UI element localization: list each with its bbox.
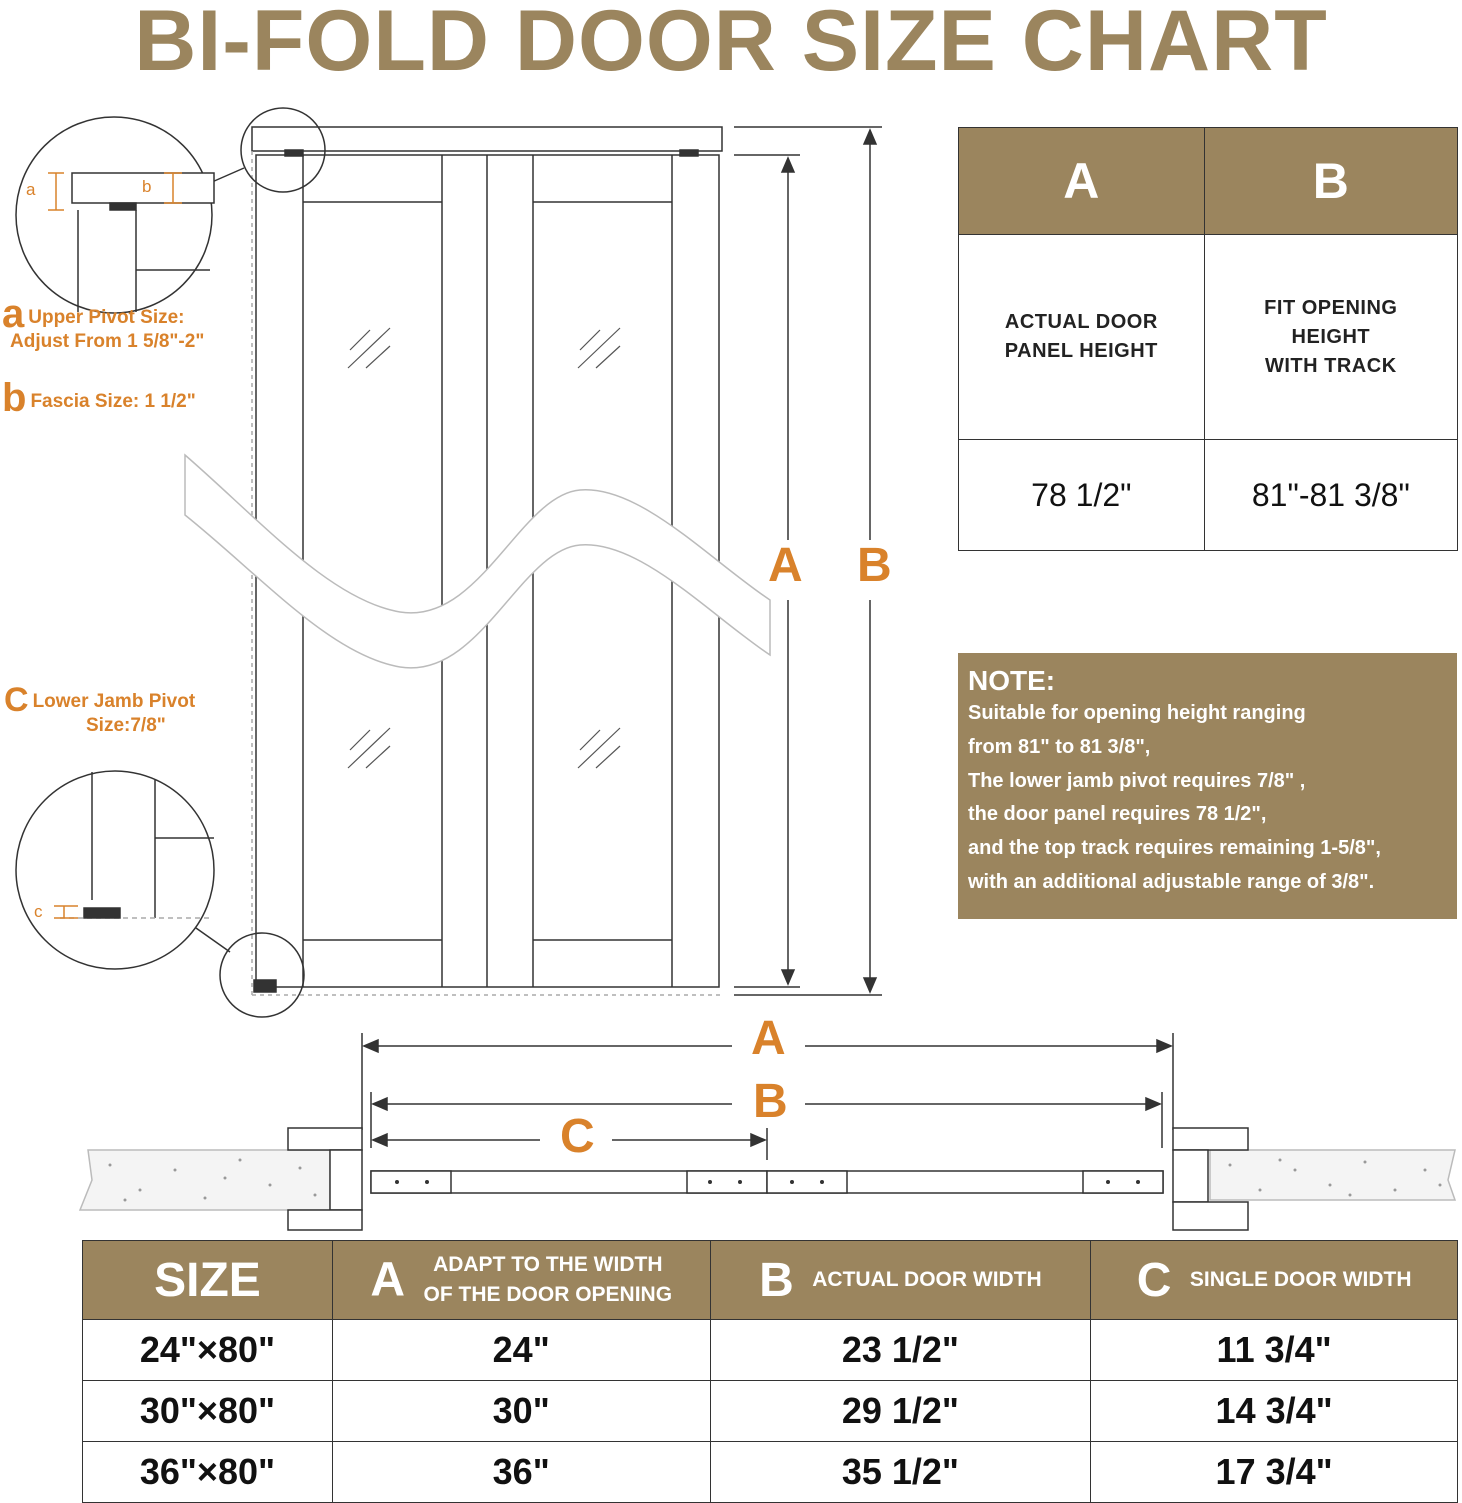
size-header-c-letter: C — [1136, 1253, 1172, 1307]
dim-label-b-width: B — [753, 1075, 788, 1128]
height-header-b: B — [1204, 128, 1457, 235]
height-table — [958, 127, 1458, 551]
upper-pivot-text: Upper Pivot Size: — [28, 307, 185, 328]
break-wave — [185, 455, 770, 668]
width-a-cell: 24" — [332, 1320, 710, 1381]
size-header-b-letter: B — [759, 1253, 794, 1307]
dim-label-b-height: B — [857, 539, 892, 592]
size-header-b — [710, 1241, 1091, 1320]
size-header-c — [1091, 1241, 1458, 1320]
upper-pivot-letter: a — [2, 292, 25, 336]
lower-jamb-letter: C — [4, 681, 29, 719]
width-c-cell: 17 3/4" — [1091, 1442, 1458, 1503]
table-row — [83, 1442, 1458, 1503]
size-header-a-text — [424, 1250, 673, 1310]
lower-jamb-note — [4, 681, 196, 738]
note-line: The lower jamb pivot requires 7/8" , — [968, 769, 1306, 792]
size-cell: 36"×80" — [83, 1442, 333, 1503]
height-desc-b-line: FIT OPENING — [1264, 296, 1398, 319]
size-header-size-label: SIZE — [154, 1253, 261, 1307]
lower-jamb-size: Size:7/8" — [86, 715, 166, 736]
width-b-cell: 29 1/2" — [710, 1381, 1091, 1442]
height-desc-a-line: ACTUAL DOOR — [1004, 311, 1158, 333]
width-b-cell: 23 1/2" — [710, 1320, 1091, 1381]
size-header-size — [83, 1241, 333, 1320]
height-desc-b-line: WITH TRACK — [1265, 354, 1397, 377]
detail-c-label: c — [34, 902, 43, 921]
height-desc-a-line: PANEL HEIGHT — [1004, 340, 1158, 362]
note-box — [958, 653, 1457, 919]
width-b-cell: 35 1/2" — [710, 1442, 1091, 1503]
height-desc-b-line: HEIGHT — [1291, 325, 1371, 348]
note-line: Suitable for opening height ranging — [968, 702, 1306, 724]
height-desc-a — [959, 235, 1205, 440]
height-value-a: 78 1/2" — [959, 440, 1205, 551]
note-line: from 81" to 81 3/8", — [968, 735, 1151, 758]
table-row — [83, 1381, 1458, 1442]
width-a-cell: 36" — [332, 1442, 710, 1503]
size-header-a-line: OF THE DOOR OPENING — [423, 1283, 673, 1306]
glass-marks — [348, 328, 620, 768]
size-header-a-line: ADAPT TO THE WIDTH — [433, 1253, 663, 1276]
lower-jamb-text: Lower Jamb Pivot — [32, 691, 196, 712]
note-line: and the top track requires remaining 1-5/8", — [968, 837, 1381, 860]
fascia-note — [2, 376, 196, 420]
width-c-cell: 11 3/4" — [1091, 1320, 1458, 1381]
size-header-a — [332, 1241, 710, 1320]
page-title: BI-FOLD DOOR SIZE CHART — [134, 0, 1328, 89]
dim-label-a-width: A — [751, 1012, 786, 1065]
table-row — [83, 1320, 1458, 1381]
width-c-cell: 14 3/4" — [1091, 1381, 1458, 1442]
dim-label-c-width: C — [560, 1110, 595, 1163]
size-header-a-letter: A — [370, 1253, 406, 1307]
size-header-c-text: SINGLE DOOR WIDTH — [1189, 1268, 1412, 1291]
size-header-b-text: ACTUAL DOOR WIDTH — [812, 1268, 1042, 1291]
size-cell: 24"×80" — [83, 1320, 333, 1381]
width-a-cell: 30" — [332, 1381, 710, 1442]
fascia-text: Fascia Size: 1 1/2" — [30, 391, 196, 412]
note-line: the door panel requires 78 1/2", — [968, 803, 1267, 826]
detail-b-label: b — [142, 177, 152, 196]
height-header-a: A — [959, 128, 1205, 235]
size-table — [82, 1240, 1458, 1503]
upper-pivot-note — [2, 292, 205, 354]
top-track — [252, 127, 722, 151]
detail-a-label: a — [26, 180, 36, 199]
note-line: with an additional adjustable range of 3/8". — [968, 870, 1375, 893]
height-desc-b — [1204, 235, 1457, 440]
dim-label-a-height: A — [768, 539, 803, 592]
upper-pivot-range: Adjust From 1 5/8"-2" — [10, 331, 205, 352]
height-value-b: 81"-81 3/8" — [1204, 440, 1457, 551]
note-title: NOTE: — [968, 665, 1056, 696]
size-cell: 30"×80" — [83, 1381, 333, 1442]
fascia-letter: b — [2, 376, 27, 420]
